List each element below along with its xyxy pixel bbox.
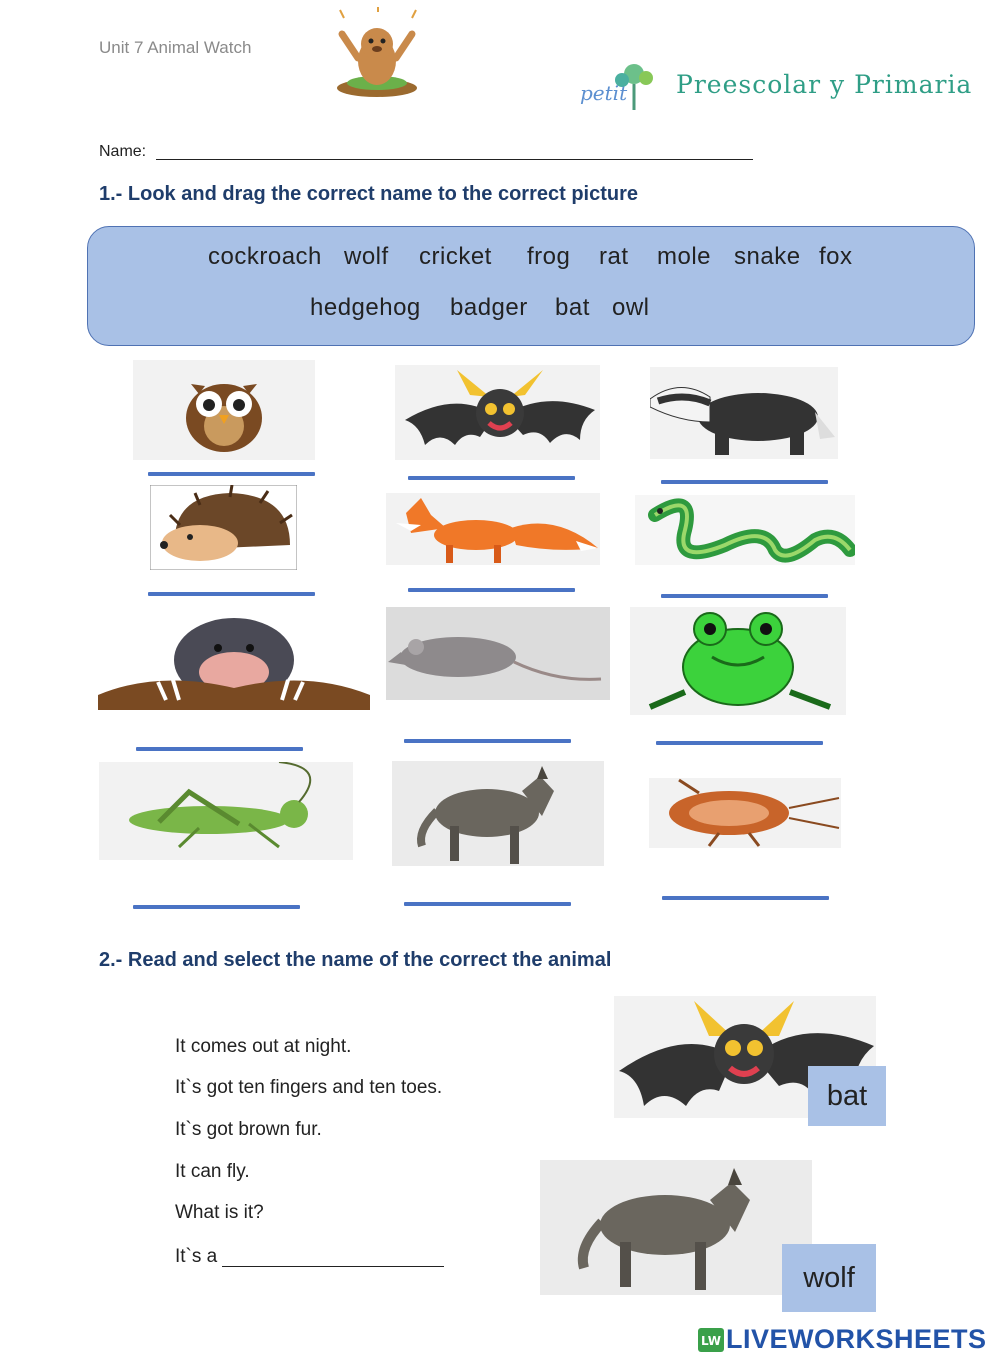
name-label: Name: xyxy=(99,143,147,160)
answer-input-line[interactable] xyxy=(222,1266,444,1267)
answer-line-fox[interactable] xyxy=(408,588,575,592)
word-fox[interactable]: fox xyxy=(819,243,853,270)
brand-title: Preescolar y Primaria xyxy=(676,70,973,99)
cockroach-picture xyxy=(649,778,841,848)
cricket-picture xyxy=(99,762,353,860)
answer-line-snake[interactable] xyxy=(661,594,828,598)
mole-picture xyxy=(98,610,370,710)
clue-4: It can fly. xyxy=(175,1161,250,1182)
answer-line-hedgehog[interactable] xyxy=(148,592,315,596)
answer-line-cricket[interactable] xyxy=(133,905,300,909)
hedgehog-picture xyxy=(150,485,297,570)
answer-line-mole[interactable] xyxy=(136,747,303,751)
petit-logo xyxy=(562,58,672,114)
word-owl[interactable]: owl xyxy=(612,294,650,321)
exercise-1-heading: 1.- Look and drag the correct name to the correct picture xyxy=(99,183,639,205)
word-rat[interactable]: rat xyxy=(599,243,629,270)
clue-answer-prompt: It`s a xyxy=(175,1246,218,1267)
answer-line-cockroach[interactable] xyxy=(662,896,829,900)
answer-line-bat[interactable] xyxy=(408,476,575,480)
clue-2: It`s got ten fingers and ten toes. xyxy=(175,1077,443,1098)
clue-3: It`s got brown fur. xyxy=(175,1119,322,1140)
exercise-2-heading: 2.- Read and select the name of the correct the animal xyxy=(99,949,612,971)
word-bank xyxy=(87,226,975,346)
word-mole[interactable]: mole xyxy=(657,243,712,270)
answer-line-frog[interactable] xyxy=(656,741,823,745)
word-hedgehog[interactable]: hedgehog xyxy=(310,294,421,321)
wolf-option-picture xyxy=(540,1160,812,1295)
word-cockroach[interactable]: cockroach xyxy=(208,243,322,270)
answer-line-badger[interactable] xyxy=(661,480,828,484)
name-input-line[interactable] xyxy=(156,159,753,160)
option-bat-button[interactable]: bat xyxy=(808,1066,886,1126)
word-cricket[interactable]: cricket xyxy=(419,243,492,270)
answer-line-rat[interactable] xyxy=(404,739,571,743)
rat-picture xyxy=(386,607,610,700)
answer-line-wolf[interactable] xyxy=(404,902,571,906)
owl-picture xyxy=(133,360,315,460)
groundhog-illustration xyxy=(330,6,425,98)
badger-picture xyxy=(650,367,838,459)
snake-picture xyxy=(635,495,855,565)
option-wolf-button[interactable]: wolf xyxy=(782,1244,876,1312)
petit-logo-text: petit xyxy=(580,81,628,105)
unit-title: Unit 7 Animal Watch xyxy=(99,38,252,57)
fox-picture xyxy=(386,493,600,565)
word-badger[interactable]: badger xyxy=(450,294,528,321)
bat-picture xyxy=(395,365,600,460)
wolf-picture xyxy=(392,761,604,866)
clue-question: What is it? xyxy=(175,1202,264,1223)
frog-picture xyxy=(630,607,846,715)
word-frog[interactable]: frog xyxy=(527,243,571,270)
word-snake[interactable]: snake xyxy=(734,243,801,270)
word-wolf[interactable]: wolf xyxy=(344,243,389,270)
liveworksheets-badge-text: LW xyxy=(701,1334,721,1348)
liveworksheets-logo: LIVEWORKSHEETS xyxy=(726,1324,987,1354)
liveworksheets-badge xyxy=(698,1328,724,1352)
clue-1: It comes out at night. xyxy=(175,1036,352,1057)
word-bat[interactable]: bat xyxy=(555,294,590,321)
answer-line-owl[interactable] xyxy=(148,472,315,476)
